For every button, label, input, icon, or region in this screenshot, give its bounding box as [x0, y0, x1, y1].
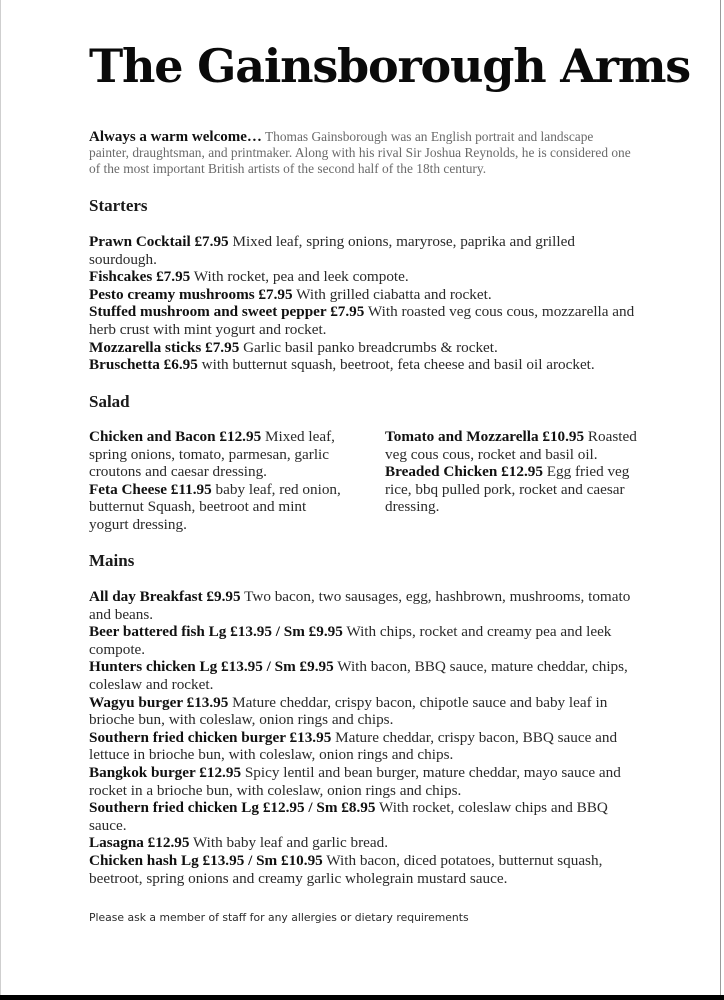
- menu-item: [89, 286, 637, 304]
- allergy-notice: Please ask a member of staff for any allergies or dietary requirements: [89, 911, 469, 924]
- item-desc: With grilled ciabatta and rocket.: [292, 285, 492, 303]
- menu-item: [89, 694, 637, 729]
- item-desc: baby leaf, red onion, butternut Squash, beetroot and mint yogurt dressing.: [89, 480, 341, 533]
- item-desc: Mixed leaf, spring onions, tomato, parmesan, garlic croutons and caesar dressing.: [89, 428, 335, 481]
- item-name: Lasagna £12.95: [89, 834, 190, 852]
- menu-item: [89, 729, 637, 764]
- starters-list: [89, 233, 637, 374]
- item-name: Fishcakes £7.95: [89, 268, 191, 286]
- menu-item: [89, 339, 637, 357]
- item-desc: with butternut squash, beetroot, feta cheese and basil oil arocket.: [197, 356, 595, 374]
- item-name: Pesto creamy mushrooms £7.95: [89, 285, 293, 303]
- item-name: Stuffed mushroom and sweet pepper £7.95: [89, 303, 365, 321]
- menu-item: [89, 623, 637, 658]
- menu-item: [89, 588, 637, 623]
- item-desc: With chips, rocket and creamy pea and leek compote.: [89, 623, 612, 658]
- mains-heading: Mains: [89, 551, 135, 570]
- menu-item: [89, 428, 347, 481]
- salad-heading: Salad: [89, 392, 130, 411]
- menu-item: [89, 658, 637, 693]
- item-desc: Spicy lentil and bean burger, mature cheddar, mayo sauce and rocket in a brioche bun, with coleslaw, onion rings and chips.: [89, 763, 621, 799]
- mains-list: [89, 588, 637, 887]
- menu-item: [89, 852, 637, 887]
- item-desc: With baby leaf and garlic bread.: [189, 834, 389, 852]
- item-name: Mozzarella sticks £7.95: [89, 338, 240, 356]
- item-name: Hunters chicken Lg £13.95 / Sm £9.95: [89, 658, 334, 676]
- item-name: All day Breakfast £9.95: [89, 588, 241, 605]
- item-name: Chicken hash Lg £13.95 / Sm £10.95: [89, 851, 323, 869]
- restaurant-title: The Gainsborough Arms: [89, 39, 690, 93]
- menu-item: [385, 428, 637, 463]
- menu-item: [89, 268, 637, 286]
- item-desc: Garlic basil panko breadcrumbs & rocket.: [239, 338, 498, 356]
- menu-item: [89, 356, 637, 374]
- item-desc: Mixed leaf, spring onions, maryrose, paprika and grilled sourdough.: [89, 233, 575, 268]
- item-desc: With bacon, BBQ sauce, mature cheddar, chips, coleslaw and rocket.: [89, 658, 628, 693]
- item-desc: Mature cheddar, crispy bacon, BBQ sauce and lettuce in brioche bun, with coleslaw, onion rings and chips.: [89, 728, 618, 764]
- item-name: Prawn Cocktail £7.95: [89, 233, 229, 250]
- item-name: Tomato and Mozzarella £10.95: [385, 428, 585, 445]
- menu-item: [385, 463, 637, 516]
- menu-item: [89, 799, 637, 834]
- item-desc: With rocket, coleslaw chips and BBQ sauce.: [89, 799, 608, 834]
- item-desc: With rocket, pea and leek compote.: [190, 268, 409, 286]
- item-name: Chicken and Bacon £12.95: [89, 428, 262, 445]
- item-name: Southern fried chicken Lg £12.95 / Sm £8.95: [89, 799, 376, 817]
- menu-item: [89, 303, 637, 338]
- item-desc: Egg fried veg rice, bbq pulled pork, rocket and caesar dressing.: [385, 463, 630, 516]
- item-desc: Two bacon, two sausages, egg, hashbrown, mushrooms, tomato and beans.: [89, 588, 631, 623]
- item-desc: Roasted veg cous cous, rocket and basil oil.: [385, 428, 637, 463]
- intro-lead: Always a warm welcome…: [89, 129, 262, 145]
- bottom-border: [0, 995, 724, 1000]
- item-name: Bruschetta £6.95: [89, 356, 198, 374]
- item-name: Southern fried chicken burger £13.95: [89, 728, 332, 746]
- item-name: Wagyu burger £13.95: [89, 693, 229, 711]
- menu-item: [89, 834, 637, 852]
- menu-item: [89, 233, 637, 268]
- item-desc: With bacon, diced potatoes, butternut squash, beetroot, spring onions and creamy garlic wholegrain mustard sauce.: [89, 851, 603, 887]
- item-name: Breaded Chicken £12.95: [385, 463, 543, 481]
- salad-right-column: [385, 428, 637, 516]
- intro-paragraph: [89, 129, 634, 177]
- intro-text: Thomas Gainsborough was an English portrait and landscape painter, draughtsman, and printmaker. Along with his rival Sir Joshua Reynolds, he is considered one of the most important British artists of the second half of the 18th century.: [89, 129, 631, 176]
- salad-left-column: [89, 428, 347, 534]
- item-name: Feta Cheese £11.95: [89, 480, 212, 498]
- item-desc: With roasted veg cous cous, mozzarella and herb crust with mint yogurt and rocket.: [89, 303, 635, 338]
- menu-item: [89, 764, 637, 799]
- item-name: Bangkok burger £12.95: [89, 763, 242, 781]
- starters-heading: Starters: [89, 196, 148, 215]
- item-name: Beer battered fish Lg £13.95 / Sm £9.95: [89, 623, 343, 641]
- menu-item: [89, 481, 347, 534]
- item-desc: Mature cheddar, crispy bacon, chipotle sauce and baby leaf in brioche bun, with coleslaw, onion rings and chips.: [89, 693, 608, 729]
